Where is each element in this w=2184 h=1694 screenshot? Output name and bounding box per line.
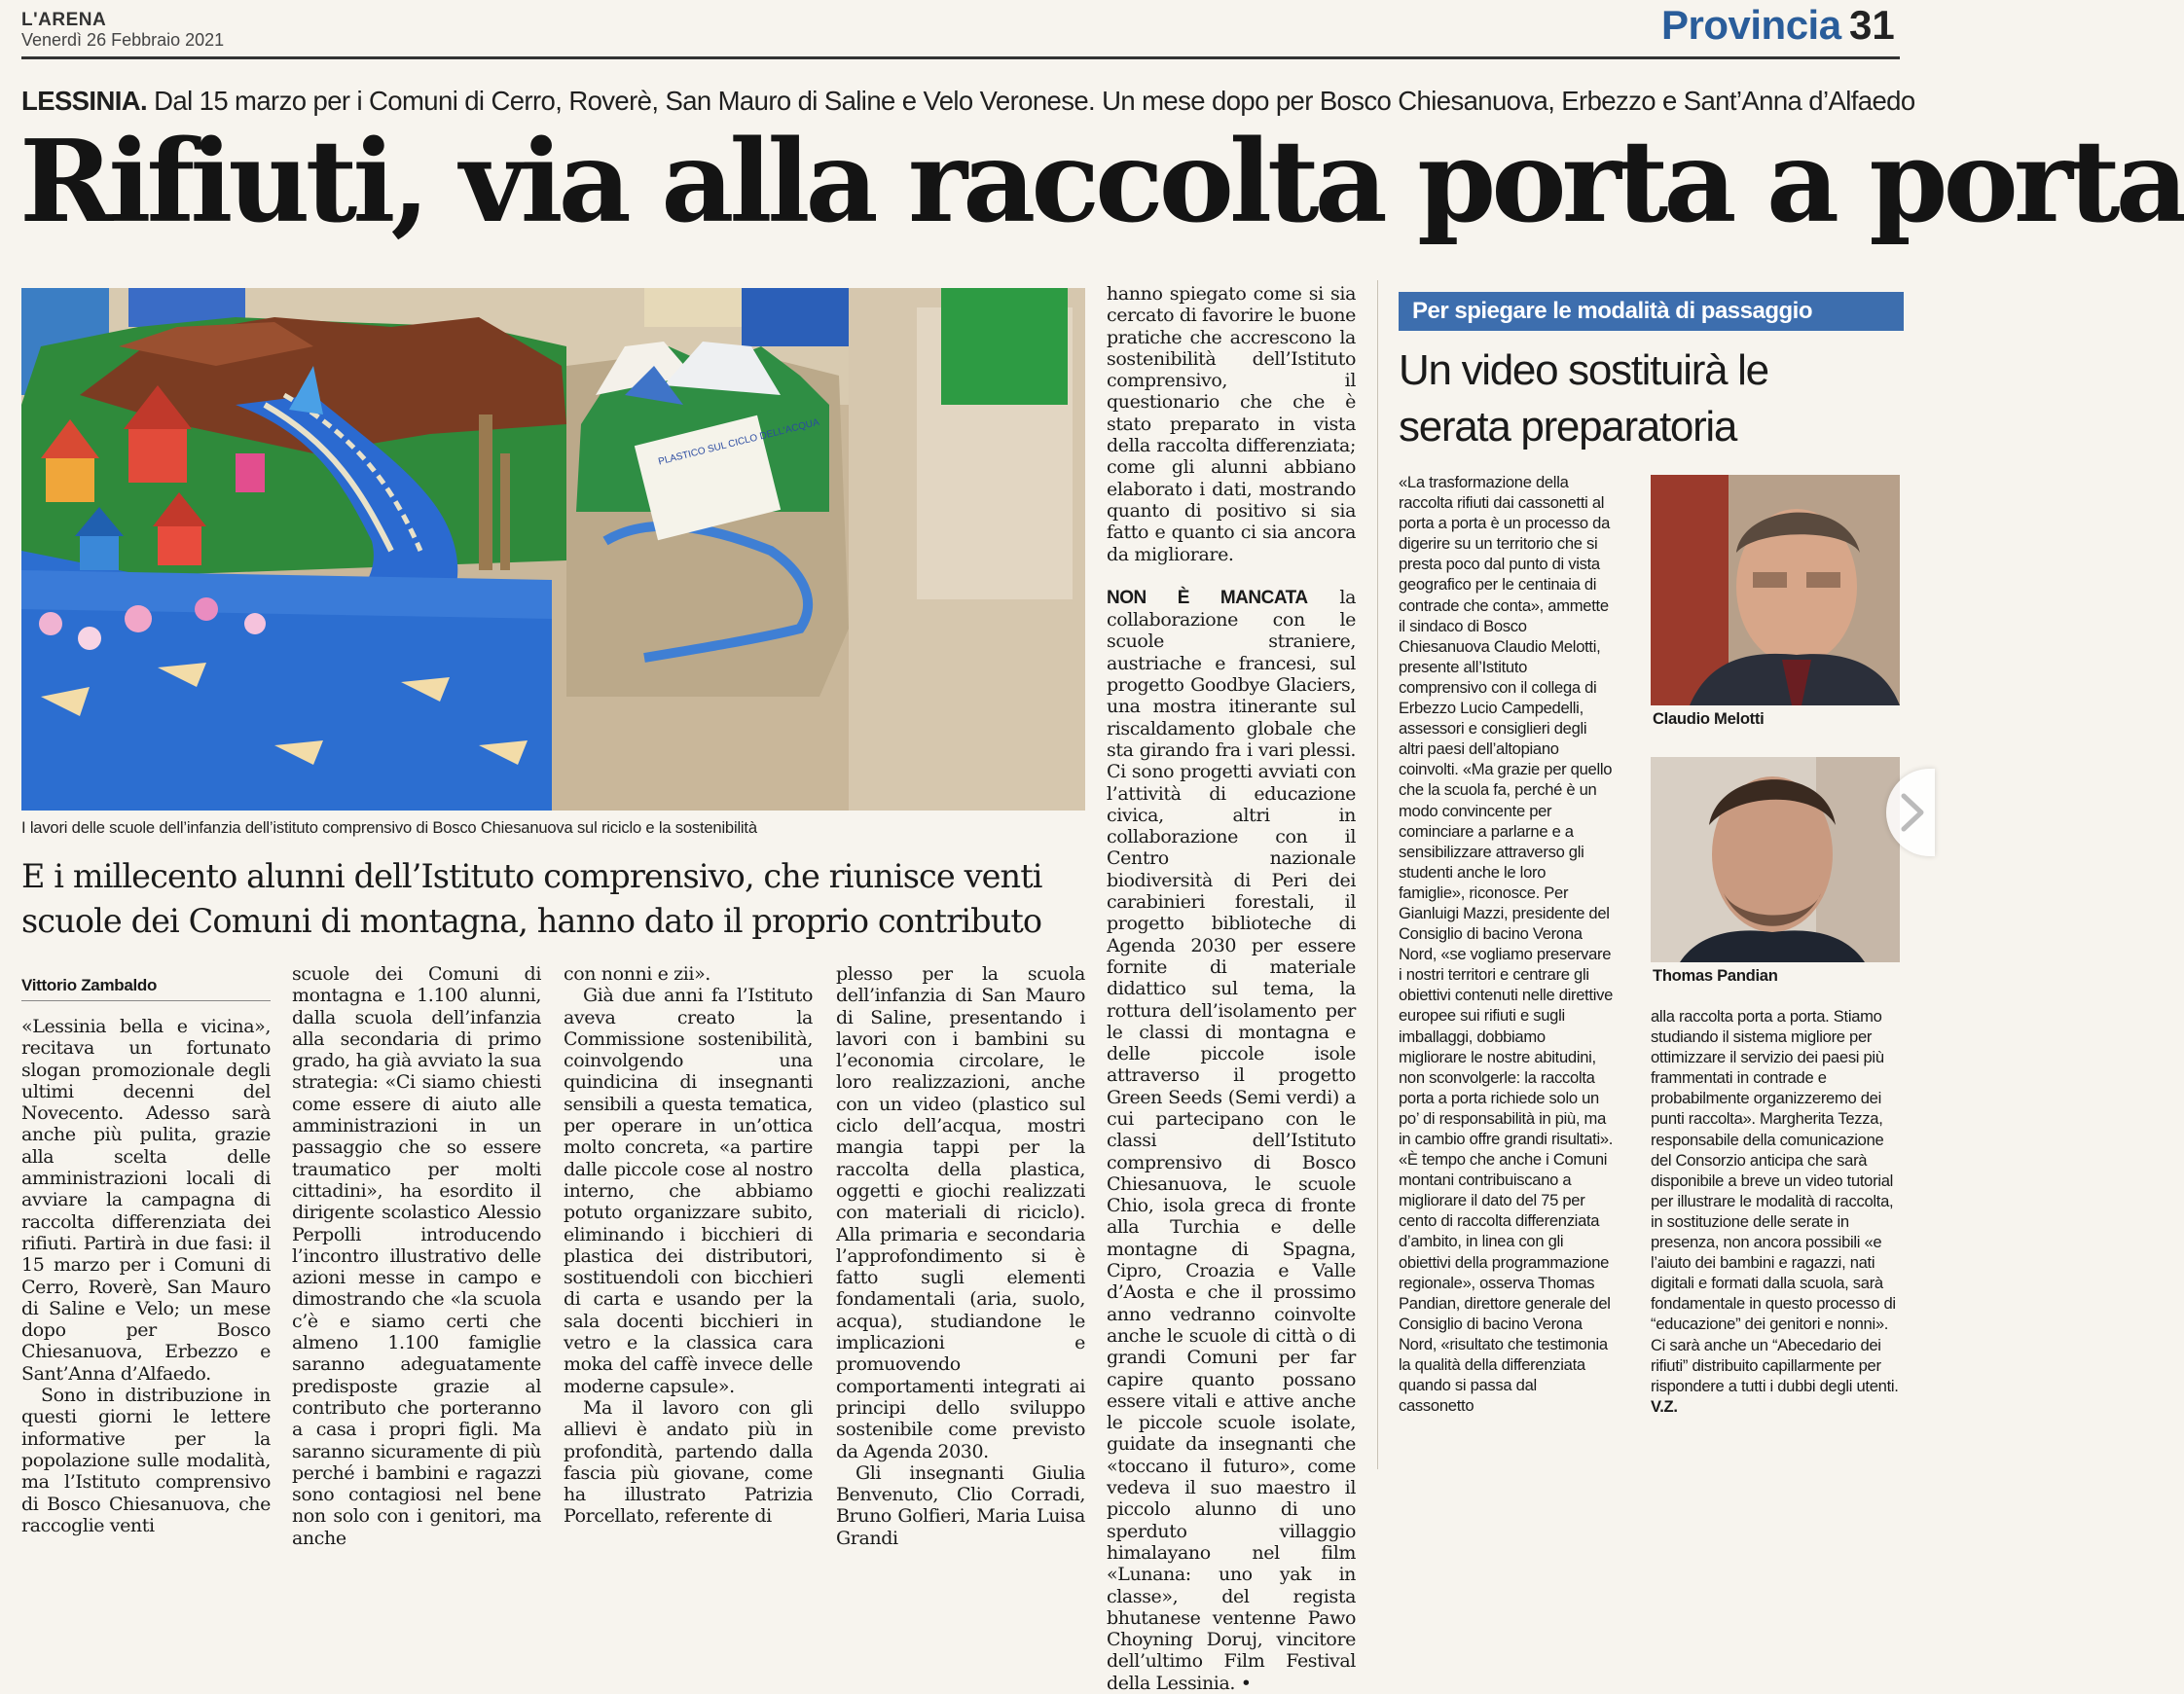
article-col-2 [292,963,541,1549]
byline: Vittorio Zambaldo [21,976,271,1001]
paragraph: Già due anni fa l’Istituto aveva creato la Commissione sostenibilità, coinvolgendo una quindicina di insegnanti sensibili a questa tematica, per operare in un’ottica molto concreta, «a partire dalle piccole cose al nostro interno, che abbiamo potuto organizzare subito, eliminando i bicchieri di plastica dei distributori, sostituendoli con bicchieri di carta e usando per la sala docenti bicchieri in vetro e la classica cara moka del caffè invece delle moderne capsule». [564,985,813,1397]
school-diorama-image [21,288,1085,811]
sidebar-paragraph-text: alla raccolta porta a porta. Stiamo studiando il sistema migliore per ottimizzare il servizio dei paesi più frammentati in contrade e probabilmente organizzeremo dei punti raccolta». Margherita Tezza, responsabile della comunicazione del Consorzio anticipa che sarà disponibile a breve un video tutorial per illustrare le modalità di raccolta, in sostituzione delle serate in presenza, non ancora possibili «e l’aiuto dei bambini e ragazzi, nati digitali e formati dalla scuola, sarà fondamentale in questo processo di “educazione” dei genitori e nonni». Ci sarà anche un “Abecedario dei rifiuti” distribuito capillarmente per rispondere a tutti i dubbi degli utenti. [1651,1007,1899,1395]
portrait-thomas-pandian [1651,757,1900,962]
paragraph: Gli insegnanti Giulia Benvenuto, Clio Corradi, Bruno Golfieri, Maria Luisa Grandi [836,1461,1085,1549]
portrait-1-caption: Claudio Melotti [1653,709,1765,728]
sidebar-divider [1377,280,1378,1469]
paper-name: L'ARENA [21,10,107,30]
paragraph: Ma il lavoro con gli allievi è andato più in profondità, partendo dalla fascia più giovane, come ha illustrato Patrizia Porcellato, referente di [564,1396,813,1528]
portrait-image [1651,757,1900,962]
portrait-2-caption: Thomas Pandian [1653,966,1778,985]
article-col-1 [21,1016,271,1536]
paragraph: Sono in distribuzione in questi giorni le lettere informative per la popolazione sulle modalità, ma l’Istituto comprensivo di Bosco Chiesanuova, che raccoglie venti [21,1385,271,1536]
sidebar-col-1 [1399,472,1615,1416]
article-photo [21,288,1085,811]
portrait-image [1651,475,1900,705]
section-name: Provincia [1661,2,1841,48]
kicker [21,86,1915,117]
article-col-3 [564,963,813,1528]
sidebar-banner: Per spiegare le modalità di passaggio [1399,292,1904,331]
issue-date: Venerdì 26 Febbraio 2021 [21,30,225,50]
paragraph: hanno spiegato come si sia cercato di favorire le buone pratiche che accrescono la sostenibilità dell’Istituto comprensivo, il questionario che che è stato preparato in vista della raccolta differenziata; come gli alunni abbiano elaborato i dati, mostrando quanto di positivo si sia fatto e quanto ci sia ancora da migliorare. [1107,283,1356,565]
paragraph [1107,587,1356,1694]
chevron-right-icon [1886,769,1935,856]
sidebar-paragraph [1651,1006,1900,1417]
paragraph: con nonni e zii». [564,963,710,985]
sidebar-paragraph: «La trasformazione della raccolta rifiuti dai cassonetti al porta a porta è un processo da digerire su un territorio che si presta poco dal punto di vista geografico per le centinaia di contrade che conta», ammette il sindaco di Bosco Chiesanuova Claudio Melotti, presente all’Istituto comprensivo con il collega di Erbezzo Lucio Campedelli, assessori e consiglieri degli altri paesi dell’altopiano coinvolti. «Ma grazie per quello che la scuola fa, perché è un modo convincente per cominciare a parlarne e a sensibilizzare attraverso gli studenti anche le loro famiglie», riconosce. Per Gianluigi Mazzi, presidente del Consiglio di bacino Verona Nord, «se vogliamo preservare i nostri territori e centrare gli obiettivi contenuti nelle direttive europee sui rifiuti e sugli imballaggi, dobbiamo migliorare le nostre abitudini, non sconvolgerle: la raccolta porta a porta richiede solo un po’ di responsabilità in più, ma in cambio offre grandi risultati». «È tempo che anche i Comuni montani contribuiscano a migliorare il dato del 75 per cento di raccolta differenziata d’ambito, in linea con gli obiettivi della programmazione regionale», osserva Thomas Pandian, direttore generale del Consiglio di bacino Verona Nord, «risultato che testimonia la qualità della differenziata quando si passa dal cassonetto [1399,473,1614,1416]
article-col-4 [836,963,1085,1549]
paragraph: «Lessinia bella e vicina», recitava un fortunato slogan promozionale degli ultimi decenni del Novecento. Adesso sarà anche più pulita, grazie alla scelta delle amministrazioni locali di avviare la campagna di raccolta differenziata dei rifiuti. Partirà in due fasi: il 15 marzo per i Comuni di Cerro, Roverè, San Mauro di Saline e Velo; un mese dopo per Bosco Chiesanuova, Erbezzo e Sant’Anna d’Alfaedo. [21,1016,271,1385]
paragraph-text: la collaborazione con le scuole straniere, austriache e francesi, sul progetto Goodbye Glaciers, una mostra itinerante sul riscaldamento globale che sta girando fra i vari plessi. Ci sono progetti avviati con l’attività di educazione civica, altri in collaborazione con il Centro nazionale biodiversità di Peri dei carabinieri forestali, il progetto biblioteche di Agenda 2030 per essere fornite di materiale didattico sul tema, la rottura dell’isolamento per le classi di montagna e delle piccole isole attraverso il progetto Green Seeds (Semi verdi) a cui partecipano con le classi dell’Istituto comprensivo di Bosco Chiesanuova, le scuole Chio, isola greca di fronte alla Turchia e delle montagne di Spagna, Cipro, Croazia e Valle d’Aosta e che il prossimo anno vedranno coinvolte anche le scuole di città o di grandi Comuni per far capire quanto possano essere vitali e attive anche le piccole scuole isolate, guidate da insegnanti che «toccano il futuro», come vedeva il suo maestro il piccolo alunno di uno sperduto villaggio himalayano nel film «Lunana: uno yak in classe», del regista bhutanese ventenne Pawo Choyning Doruj, vincitore dell’ultimo Film Festival della Lessinia. [1107,586,1357,1694]
photo-caption: I lavori delle scuole dell’infanzia dell’istituto comprensivo di Bosco Chiesanuova sul riciclo e la sostenibilità [21,818,757,837]
portrait-claudio-melotti [1651,475,1900,705]
sidebar-col-2 [1651,1006,1900,1417]
next-page-arrow[interactable] [1886,769,1935,856]
kicker-text: Dal 15 marzo per i Comuni di Cerro, Roverè, San Mauro di Saline e Velo Veronese. Un mese dopo per Bosco Chiesanuova, Erbezzo e Sant’Anna d’Alfaedo [154,86,1915,116]
sidebar-signature: V.Z. [1651,1396,1678,1416]
masthead-divider [21,56,1900,59]
kicker-place: LESSINIA. [21,86,148,116]
subheadline: E i millecento alunni dell’Istituto comprensivo, che riunisce venti scuole dei Comuni di montagna, hanno dato il proprio contributo [21,857,1042,940]
page-number: 31 [1849,2,1895,48]
diorama-sign: PLASTICO SUL CICLO DELL'ACQUA [657,416,820,468]
paragraph: plesso per la scuola dell’infanzia di San Mauro di Saline, presentando i lavori con i bambini su l’economia circolare, le loro realizzazioni, anche con un video (plastico sul ciclo dell’acqua, mostri mangia tappi per la raccolta della plastica, oggetti e giochi realizzati con materiali di riciclo). Alla primaria e secondaria l’approfondimento si è fatto sugli elementi fondamentali (aria, suolo, acqua), studiandone le implicazioni e promuovendo comportamenti integrati ai principi dello sviluppo sostenibile come previsto da Agenda 2030. [836,963,1085,1462]
paragraph-lead: NON È MANCATA [1107,587,1308,608]
end-mark: • [1240,1672,1252,1694]
headline: Rifiuti, via alla raccolta porta a porta [19,116,2184,248]
sidebar-headline: Un video sostituirà le serata preparatoria [1399,346,1768,451]
article-col-5 [1107,283,1356,1694]
paragraph: scuole dei Comuni di montagna e 1.100 alunni, dalla scuola dell’infanzia alla secondaria di primo grado, ha già avviato la sua strategia: «Ci siamo chiesti come essere di aiuto alle amministrazioni in un passaggio che so essere traumatico per molti cittadini», ha esordito il dirigente scolastico Alessio Perpolli introducendo l’incontro illustrativo delle azioni messe in campo e dimostrando che «la scuola c’è e siamo certi che almeno 1.100 famiglie saranno adeguatamente predisposte grazie al contributo che porteranno a casa i propri figli. Ma saranno sicuramente di più perché i bambini e ragazzi sono contagiosi nel bene non solo con i genitori, ma anche [292,963,541,1549]
